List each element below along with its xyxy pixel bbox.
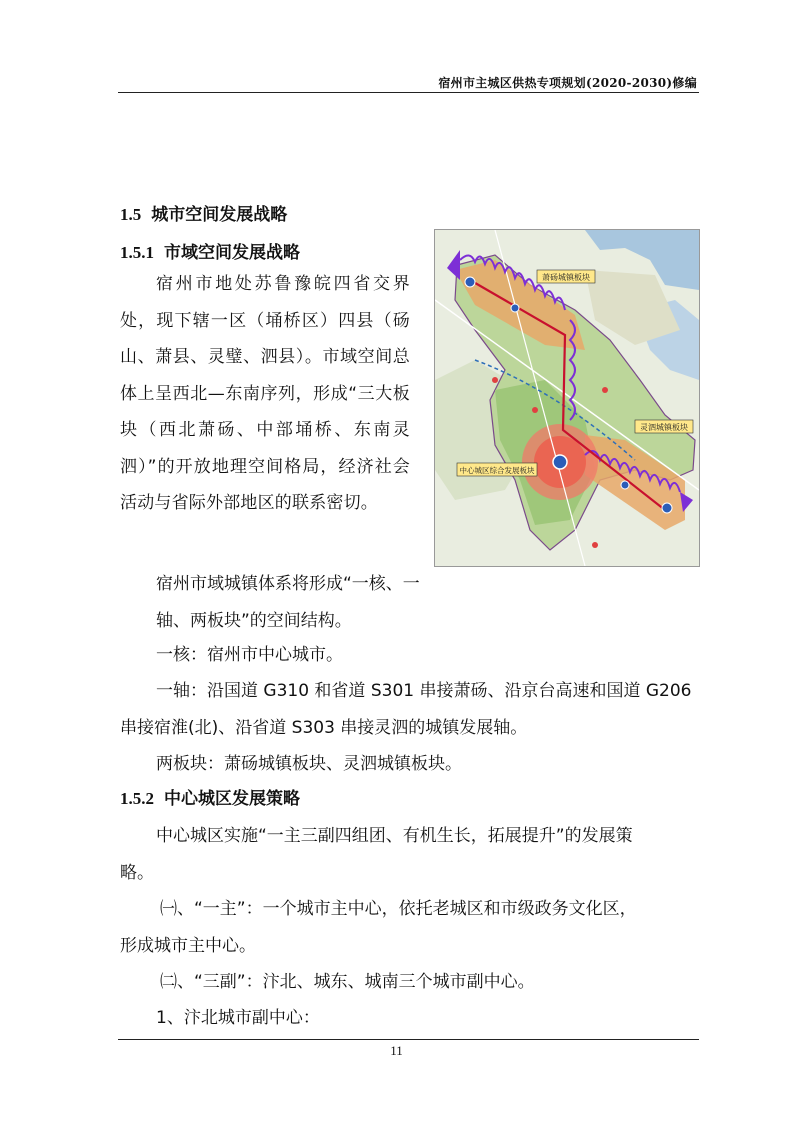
label-lingsi: 灵泗城镇板块 [640,423,688,432]
label-xiaodang: 萧砀城镇板块 [542,273,590,282]
header-rule [118,92,699,93]
map-graphic [435,230,699,566]
city-marker-lingbi [621,481,629,489]
paragraph-sub-centers: ㈡、“三副”：汴北、城东、城南三个城市副中心。 [160,972,535,992]
paragraph-one-axis-line1: 一轴：沿国道 G310 和省道 S301 串接萧砀、沿京台高速和国道 G206 [156,681,692,701]
page-number: 11 [390,1043,403,1058]
paragraph-structure: 宿州市域城镇体系将形成“一核、一轴、两板块”的空间结构。 [156,574,420,631]
regional-spatial-map [434,229,700,567]
city-marker-suzhou [553,455,567,469]
section-heading [120,200,287,225]
city-marker-dangshan [465,277,475,287]
paragraph-strategy-line1: 中心城区实施“一主三副四组团、有机生长，拓展提升”的发展策 [156,826,633,846]
paragraph-one-axis-line2: 串接宿淮(北)、沿省道 S303 串接灵泗的城镇发展轴。 [120,718,528,738]
paragraph-one-core: 一核：宿州市中心城市。 [156,645,343,665]
subsection-heading-1 [120,238,300,263]
city-marker-xiaoxian [511,304,519,312]
town-dot [532,407,538,413]
city-marker-sixian [662,503,672,513]
subsection-number-1: 1.5.1 [120,243,154,262]
paragraph-strategy-line2: 略。 [120,863,154,883]
section-title: 城市空间发展战略 [151,205,288,225]
town-dot [592,542,598,548]
town-dot [492,377,498,383]
header-title: 宿州市主城区供热专项规划(2020-2030)修编 [438,76,697,90]
town-dot [602,387,608,393]
paragraph-region-overview: 宿州市地处苏鲁豫皖四省交界处，现下辖一区（埇桥区）四县（砀山、萧县、灵璧、泗县）。市域空间总体上呈西北—东南序列，形成“三大板块（西北萧砀、中部埇桥、东南灵泗）”的开放地理空间格局，经济社会活动与省际外部地区的联系密切。 [120,274,410,513]
subsection-heading-2 [120,784,300,809]
subsection-number-2: 1.5.2 [120,789,154,808]
paragraph-bianbei: 1、汴北城市副中心： [156,1008,320,1028]
subsection-title-1: 市域空间发展战略 [164,243,300,263]
paragraph-two-blocks: 两板块：萧砀城镇板块、灵泗城镇板块。 [156,754,462,774]
paragraph-main-center-line1: ㈠、“一主”：一个城市主中心，依托老城区和市级政务文化区， [160,899,637,919]
label-center: 中心城区综合发展板块 [459,466,535,475]
footer-rule [118,1039,699,1040]
subsection-title-2: 中心城区发展策略 [164,789,300,809]
section-number: 1.5 [120,205,142,224]
paragraph-main-center-line2: 形成城市主中心。 [120,936,256,956]
paragraph-structure-line1 [156,566,433,639]
